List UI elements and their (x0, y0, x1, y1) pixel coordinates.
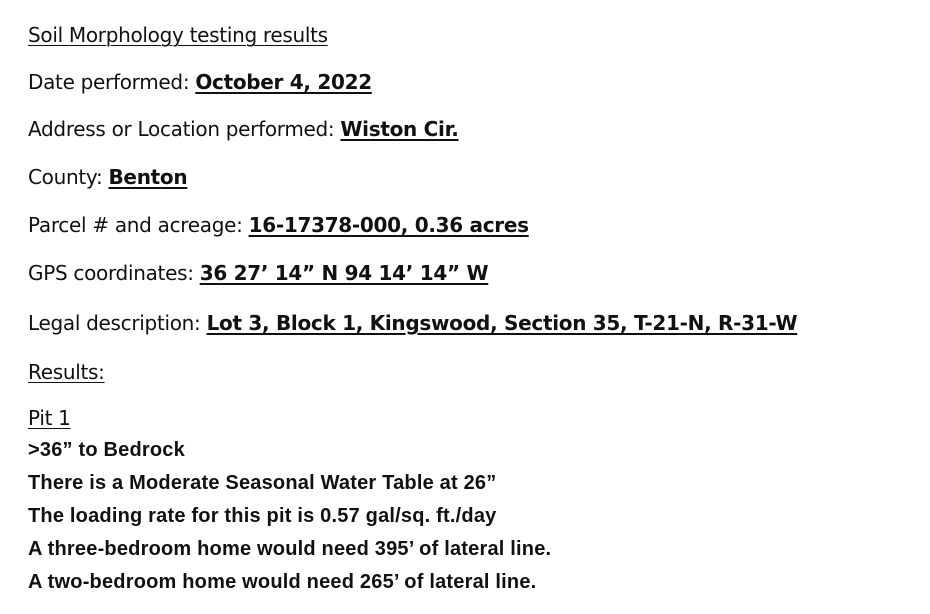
legal-description-row (28, 310, 797, 336)
county-value: Benton (108, 165, 188, 189)
county-label: County: (28, 165, 109, 189)
legal-description-label: Legal description: (28, 311, 207, 335)
date-performed-row (28, 69, 372, 95)
address-row (28, 116, 459, 142)
pit-result-line: There is a Moderate Seasonal Water Table at 26” (28, 472, 497, 494)
parcel-row (28, 212, 529, 238)
gps-row (28, 260, 488, 286)
pit-title: Pit 1 (28, 406, 71, 430)
report-heading: Soil Morphology testing results (28, 23, 328, 47)
date-performed-label: Date performed: (28, 70, 196, 94)
county-row (28, 164, 187, 190)
parcel-value: 16-17378-000, 0.36 acres (248, 213, 529, 237)
pit-result-line: A three-bedroom home would need 395’ of lateral line. (28, 538, 552, 560)
pit-result-line: A two-bedroom home would need 265’ of lateral line. (28, 571, 537, 593)
results-heading: Results: (28, 360, 105, 384)
address-label: Address or Location performed: (28, 117, 341, 141)
address-value: Wiston Cir. (340, 117, 459, 141)
date-performed-value: October 4, 2022 (195, 70, 372, 94)
gps-label: GPS coordinates: (28, 261, 200, 285)
legal-description-value: Lot 3, Block 1, Kingswood, Section 35, T-21-N, R-31-W (206, 311, 798, 335)
parcel-label: Parcel # and acreage: (28, 213, 249, 237)
pit-result-line: >36” to Bedrock (28, 439, 185, 461)
gps-value: 36 27’ 14” N 94 14’ 14” W (199, 261, 489, 285)
pit-result-line: The loading rate for this pit is 0.57 gal/sq. ft./day (28, 505, 497, 527)
